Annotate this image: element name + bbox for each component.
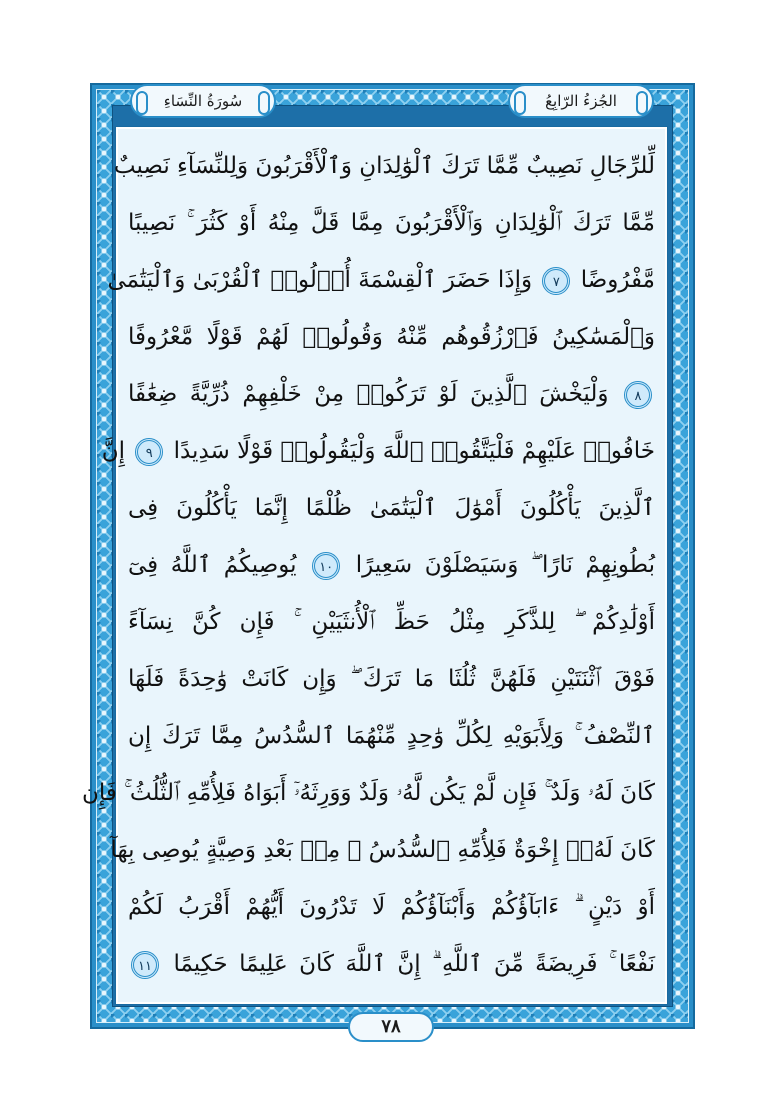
verse-line-5: ٨ وَلْيَخْشَ ٱلَّذِينَ لَوْ تَرَكُوا۟ مِنْ خَلْفِهِمْ ذُرِّيَّةً ضِعَٰفًا xyxy=(128,364,655,424)
verse-line-1: لِّلرِّجَالِ نَصِيبٌ مِّمَّا تَرَكَ ٱلْوَٰلِدَانِ وَٱلْأَقْرَبُونَ وَلِلنِّسَآءِ نَصِيبٌ xyxy=(113,153,655,179)
verse-line-2: مِّمَّا تَرَكَ ٱلْوَٰلِدَانِ وَٱلْأَقْرَبُونَ مِمَّا قَلَّ مِنْهُ أَوْ كَثُرَ ۚ نَصِيبًا xyxy=(128,210,655,236)
ayah-marker-9: ٩ xyxy=(135,438,163,466)
verse-line-12: كَانَ لَهُۥ وَلَدٌ ۚ فَإِن لَّمْ يَكُن لَّهُۥ وَلَدٌ وَوَرِثَهُۥٓ أَبَوَاهُ فَلِأُمِّهِ ٱلثُّلُثُ ۚ فَإِن xyxy=(81,780,655,806)
verse-line-13: كَانَ لَهُۥٓ إِخْوَةٌ فَلِأُمِّهِ ٱلسُّدُسُ ۚ مِنۢ بَعْدِ وَصِيَّةٍ يُوصِى بِهَآ xyxy=(110,837,655,863)
surah-label: سُورَةُ النِّسَاءِ xyxy=(163,92,243,110)
verse-line-11: ٱلنِّصْفُ ۚ وَلِأَبَوَيْهِ لِكُلِّ وَٰحِدٍ مِّنْهُمَا ٱلسُّدُسُ مِمَّا تَرَكَ إِن xyxy=(128,723,655,749)
ayah-marker-10: ١٠ xyxy=(312,552,340,580)
page-number: ٧٨ xyxy=(348,1012,434,1042)
verse-line-7: ٱلَّذِينَ يَأْكُلُونَ أَمْوَٰلَ ٱلْيَتَٰمَىٰ ظُلْمًا إِنَّمَا يَأْكُلُونَ فِى xyxy=(128,495,655,521)
verse-line-9: أَوْلَٰدِكُمْ ۖ لِلذَّكَرِ مِثْلُ حَظِّ ٱلْأُنثَيَيْنِ ۚ فَإِن كُنَّ نِسَآءً xyxy=(128,609,655,635)
surah-header xyxy=(130,84,276,118)
verse-line-4: وَٱلْمَسَٰكِينُ فَٱرْزُقُوهُم مِّنْهُ وَقُولُوا۟ لَهُمْ قَوْلًا مَّعْرُوفًا xyxy=(128,324,655,350)
juz-header xyxy=(508,84,654,118)
ayah-marker-11: ١١ xyxy=(131,951,159,979)
verse-line-14: أَوْ دَيْنٍ ۗ ءَابَآؤُكُمْ وَأَبْنَآؤُكُمْ لَا تَدْرُونَ أَيُّهُمْ أَقْرَبُ لَكُمْ xyxy=(128,894,655,920)
verse-line-15: نَفْعًا ۚ فَرِيضَةً مِّنَ ٱللَّهِ ۗ إِنَّ ٱللَّهَ كَانَ عَلِيمًا حَكِيمًا ١١ xyxy=(128,934,655,994)
juz-label: الجُزءُ الرّابِعُ xyxy=(545,92,617,110)
verse-line-10: فَوْقَ ٱثْنَتَيْنِ فَلَهُنَّ ثُلُثَا مَا تَرَكَ ۖ وَإِن كَانَتْ وَٰحِدَةً فَلَهَا xyxy=(128,666,655,692)
verse-line-3: مَّفْرُوضًا ٧ وَإِذَا حَضَرَ ٱلْقِسْمَةَ أُو۟لُوا۟ ٱلْقُرْبَىٰ وَٱلْيَتَٰمَىٰ xyxy=(107,267,655,293)
verse-line-6: خَافُوا۟ عَلَيْهِمْ فَلْيَتَّقُوا۟ ٱللَّهَ وَلْيَقُولُوا۟ قَوْلًا سَدِيدًا ٩ إِنَّ xyxy=(101,438,655,464)
ayah-marker-7: ٧ xyxy=(542,267,570,295)
ayah-marker-8: ٨ xyxy=(624,381,652,409)
verse-lines xyxy=(81,136,656,996)
verse-line-8: بُطُونِهِمْ نَارًا ۖ وَسَيَصْلَوْنَ سَعِيرًا ١٠ يُوصِيكُمُ ٱللَّهُ فِىٓ xyxy=(128,552,656,578)
